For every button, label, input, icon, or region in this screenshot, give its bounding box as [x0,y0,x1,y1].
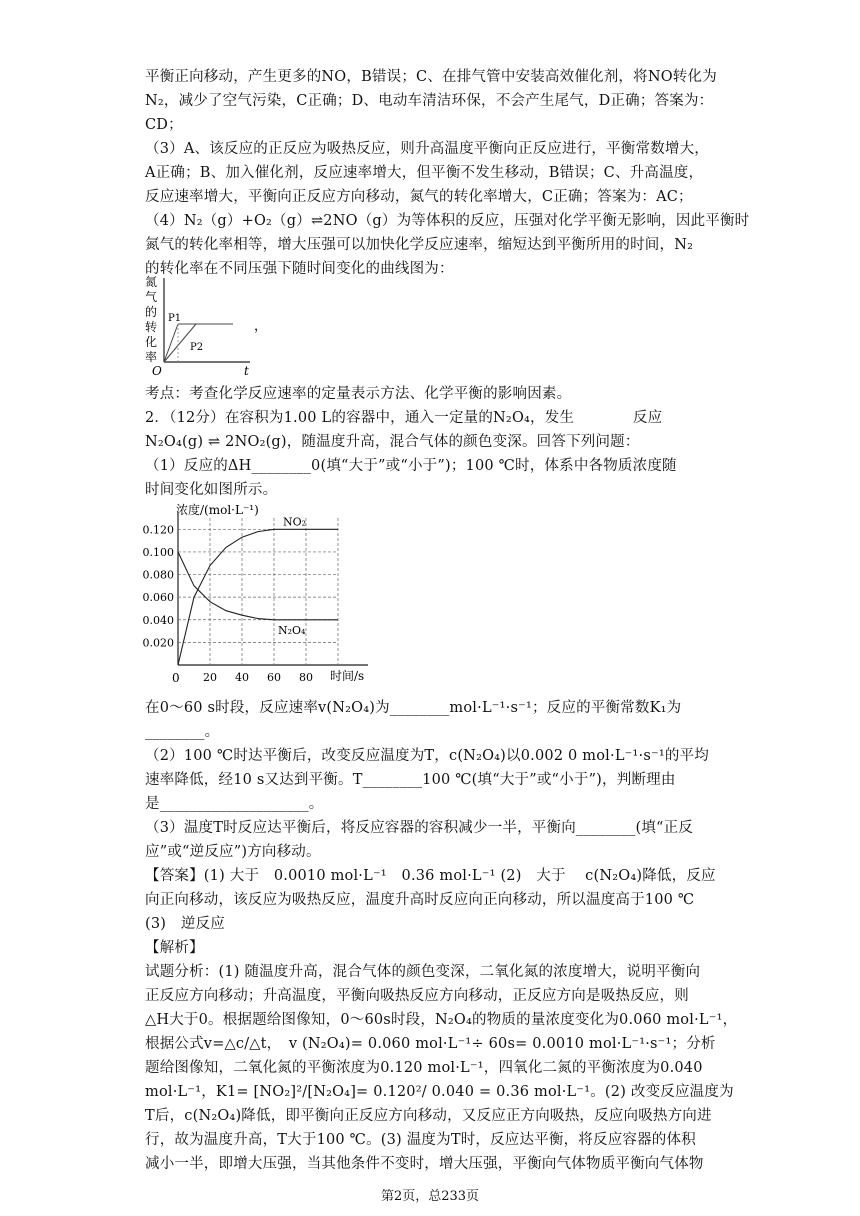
trailing-comma: ， [254,319,268,334]
text-line: A正确；B、加入催化剂，反应速率增大，但平衡不发生移动，B错误；C、升高温度， [145,165,704,181]
text-line: （4）N₂（g）+O₂（g）⇌2NO（g）为等体积的反应，压强对化学平衡无影响，因此平衡时 [145,213,750,229]
text-line: 2．（12分）在容积为1.00 L的容器中，通入一定量的N₂O₄，发生 反应 [145,410,663,426]
text-line: 减小一半，即增大压强，当其他条件不变时，增大压强，平衡向气体物质平衡向气体物 [145,1156,704,1172]
text-line: N₂O₄(g) ⇌ 2NO₂(g)，随温度升高，混合气体的颜色变深。回答下列问题： [145,434,640,450]
x-tick-label: 60 [267,671,281,684]
fig-ylabel-char: 氮 [145,275,158,289]
x-tick-label: 80 [299,671,313,684]
text-line: ________。 [145,724,220,740]
text-line: （3）A、该反应的正反应为吸热反应，则升高温度平衡向正反应进行，平衡常数增大， [145,141,709,157]
text-line: 根据公式v=△c/△t， v (N₂O₄)= 0.060 mol·L⁻¹÷ 60s= 0.0010 mol·L⁻¹·s⁻¹；分析 [145,1036,716,1052]
x-tick-label: 40 [235,671,249,684]
text-line: mol·L⁻¹，K1= [NO₂]²/[N₂O₄]= 0.120²/ 0.040 = 0.36 mol·L⁻¹。(2) 改变反应温度为 [145,1084,734,1100]
series-line [178,552,338,620]
text-line: △H大于0。根据题给图像知，0～60s时段，N₂O₄的物质的量浓度变化为0.060 mol·L⁻¹， [145,1012,738,1028]
concentration-chart [138,500,380,692]
text-line: 【答案】(1) 大于 0.0010 mol·L⁻¹ 0.36 mol·L⁻¹ (2) 大于 c(N₂O₄)降低，反应 [145,868,716,884]
text-line: 在0～60 s时段，反应速率v(N₂O₄)为________mol·L⁻¹·s⁻¹；反应的平衡常数K₁为 [145,700,682,716]
fig-ylabel-char: 转 [145,320,158,334]
p1-label: P1 [168,313,182,324]
text-line: 考点：考查化学反应速率的定量表示方法、化学平衡的影响因素。 [145,386,572,402]
y-tick-label: 0.080 [142,568,174,582]
text-line: 是____________________。 [145,796,324,812]
text-line: T后，c(N₂O₄)降低，即平衡向正反应方向移动，又反应正方向吸热，反应向吸热方向进 [145,1108,712,1124]
y-tick-label: 0.040 [142,613,174,627]
text-line: 【解析】 [145,940,204,956]
y-tick-label: 0.120 [142,523,174,537]
origin-label: O [152,364,162,378]
y-tick-label: 0.020 [142,636,174,650]
conversion-rate-figure [138,272,268,380]
x-tick-label: 20 [203,671,217,684]
text-line: 试题分析：(1) 随温度升高，混合气体的颜色变深，二氧化氮的浓度增大，说明平衡向 [145,964,701,980]
series-label: NO₂ [283,515,307,529]
series-label: N₂O₄ [278,623,306,637]
p1-curve [164,324,178,362]
fig-ylabel-char: 化 [145,335,158,349]
text-line: 氮气的转化率相等，增大压强可以加快化学反应速率，缩短达到平衡所用的时间，N₂ [145,237,694,253]
text-line: 应”或“逆反应”)方向移动。 [145,844,321,860]
text-line: 题给图像知，二氧化氮的平衡浓度为0.120 mol·L⁻¹，四氧化二氮的平衡浓度为0.040 [145,1060,703,1076]
text-line: 向正向移动，该反应为吸热反应，温度升高时反应向正向移动，所以温度高于100 ℃ [145,892,695,908]
text-line: 正反应方向移动；升高温度，平衡向吸热反应方向移动，正反应方向是吸热反应，则 [145,988,689,1004]
chart-xlabel: 时间/s [330,669,365,683]
t-label: t [244,364,249,378]
text-line: 的转化率在不同压强下随时间变化的曲线图为： [145,261,454,277]
p2-label: P2 [190,342,204,353]
text-line: （1）反应的ΔH________0(填“大于”或“小于”)；100 ℃时，体系中各物质浓度随 [145,458,677,474]
y-tick-label: 0.100 [142,545,174,559]
text-line: N₂，减少了空气污染，C正确；D、电动车清洁环保，不会产生尾气，D正确；答案为： [145,93,714,109]
fig-ylabel-char: 率 [145,350,158,364]
text-line: 行，故为温度升高，T大于100 ℃。(3) 温度为T时，反应达平衡，将反应容器的体积 [145,1132,696,1148]
fig-ylabel-char: 的 [145,305,158,319]
text-line: 速率降低，经10 s又达到平衡。T________100 ℃(填“大于”或“小于”)，判断理由 [145,772,676,788]
text-line: （2）100 ℃时达平衡后，改变反应温度为T，c(N₂O₄)以0.002 0 mol·L⁻¹·s⁻¹的平均 [145,748,709,764]
text-line: 反应速率增大，平衡向正反应方向移动，氮气的转化率增大，C正确；答案为：AC； [145,189,693,205]
fig-ylabel-char: 气 [145,290,158,304]
page-footer: 第2页，总233页 [380,1189,480,1204]
text-line: (3) 逆反应 [145,916,225,932]
chart-ylabel: 浓度/(mol·L⁻¹) [176,503,259,517]
text-line: （3）温度T时反应达平衡后，将反应容器的容积减少一半，平衡向________(填“正反 [145,820,694,836]
text-line: CD； [145,117,183,133]
text-line: 时间变化如图所示。 [145,482,278,498]
y-tick-label: 0.060 [142,591,174,605]
chart-origin: 0 [172,671,180,685]
text-line: 平衡正向移动，产生更多的NO，B错误；C、在排气管中安装高效催化剂，将NO转化为 [145,69,717,85]
